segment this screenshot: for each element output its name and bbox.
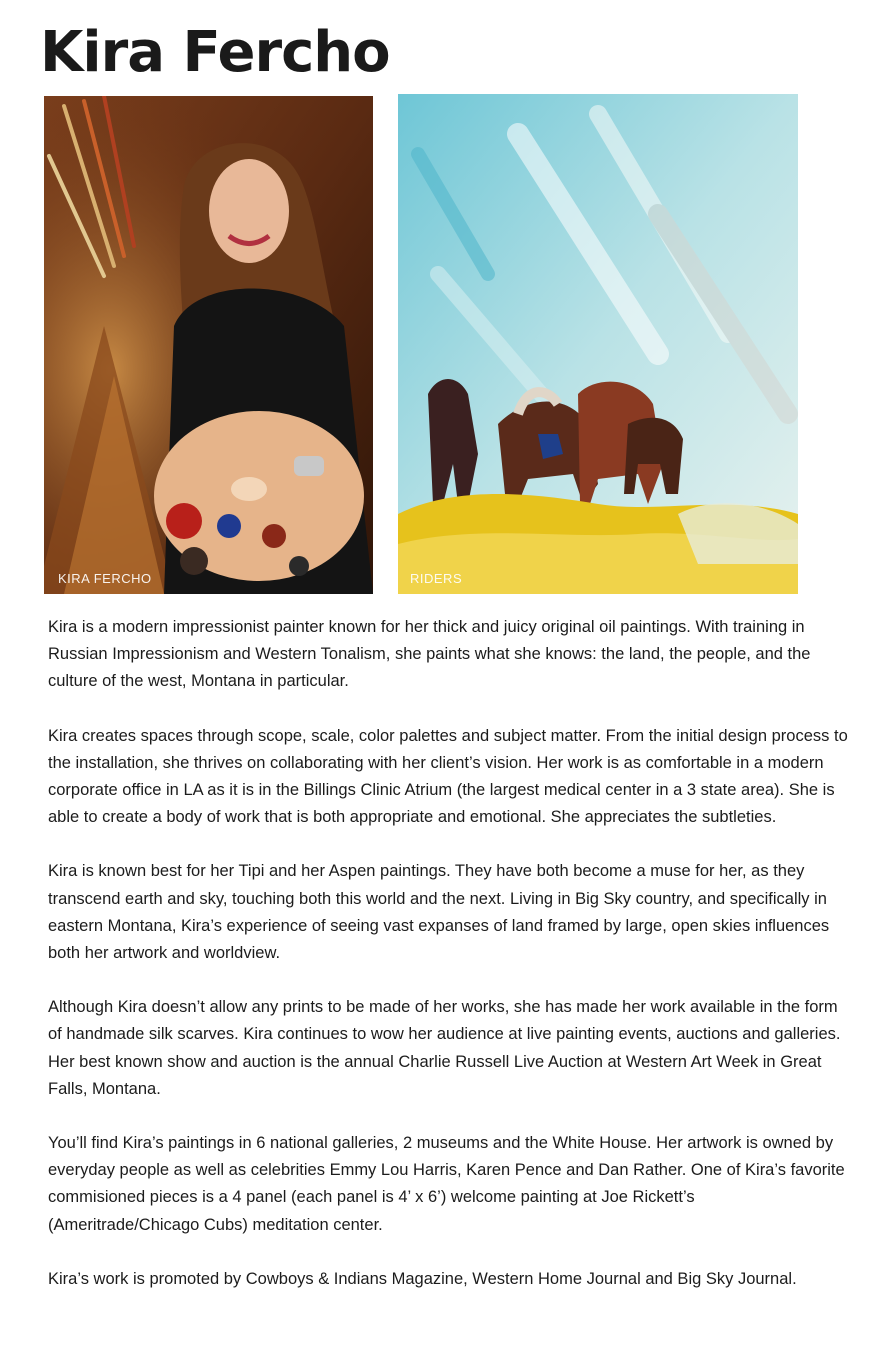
riders-illustration xyxy=(398,94,798,594)
bio-paragraph: Kira is a modern impressionist painter known for her thick and juicy original oil paintings. With training in Russian Impressionism and Western Tonalism, she paints what she knows: the land, the people, and the culture of the west, Montana in particular. xyxy=(48,618,811,691)
biography-text xyxy=(48,614,848,1320)
page-title: Kira Fercho xyxy=(40,20,390,85)
bio-paragraph: Kira’s work is promoted by Cowboys & Indians Magazine, Western Home Journal and Big Sky Journal. xyxy=(48,1269,797,1288)
riders-painting xyxy=(398,94,798,594)
portrait-caption: KIRA FERCHO xyxy=(58,571,152,586)
portrait-photo xyxy=(44,96,373,594)
portrait-illustration xyxy=(44,96,373,594)
bio-paragraph: Kira creates spaces through scope, scale, color palettes and subject matter. From the initial design process to the installation, she thrives on collaborating with her client’s vision. Her work is as comfortable in a modern corporate office in LA as it is in the Billings Clinic Atrium (the largest medical center in a 3 state area). She is able to create a body of work that is both appropriate and emotional. She appreciates the subtleties. xyxy=(48,726,848,827)
bio-paragraph: Although Kira doesn’t allow any prints to be made of her works, she has made her work available in the form of handmade silk scarves. Kira continues to wow her audience at live painting events, auctions and galleries. Her best known show and auction is the annual Charlie Russell Live Auction at Western Art Week in Great Falls, Montana. xyxy=(48,998,841,1098)
painting-caption: RIDERS xyxy=(410,571,463,586)
bio-paragraph: Kira is known best for her Tipi and her Aspen paintings. They have both become a muse for her, as they transcend earth and sky, touching both this world and the next. Living in Big Sky country, and specifically in eastern Montana, Kira’s experience of seeing vast expanses of land framed by large, open skies influences both her artwork and worldview. xyxy=(48,862,830,963)
bio-paragraph: You’ll find Kira’s paintings in 6 national galleries, 2 museums and the White House. Her artwork is owned by everyday people as well as celebrities Emmy Lou Harris, Karen Pence and Dan Rather. One of Kira’s favorite commisioned pieces is a 4 panel (each panel is 4’ x 6’) welcome painting at Joe Rickett’s (Ameritrade/Chicago Cubs) meditation center. xyxy=(48,1134,845,1234)
